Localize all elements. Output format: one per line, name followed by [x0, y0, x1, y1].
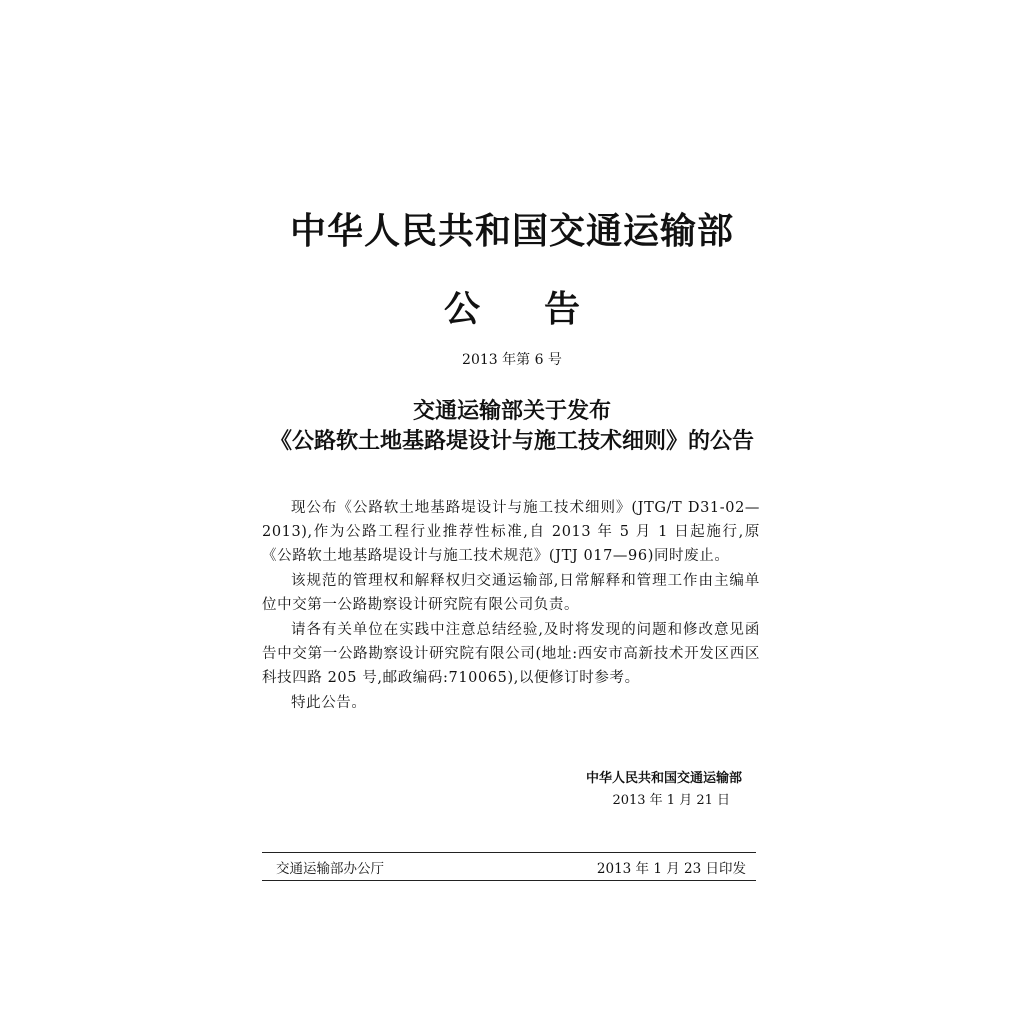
signature-block [540, 768, 760, 812]
signature-date: 2013 年 1 月 21 日 [612, 793, 730, 808]
footer-print-date: 2013 年 1 月 23 日印发 [596, 861, 746, 877]
notice-title-char-2: 告 [544, 288, 581, 330]
issue-number: 2013 年第 6 号 [462, 352, 562, 368]
print-footer [262, 852, 756, 881]
ministry-title: 中华人民共和国交通运输部 [289, 210, 734, 252]
notice-title-char-1: 公 [443, 288, 480, 330]
body-paragraph-3: 请各有关单位在实践中注意总结经验,及时将发现的问题和修改意见函告中交第一公路勘察设计研究院有限公司(地址:西安市高新技术开发区西区科技四路 205 号,邮政编码:710065),以便修订时参考。 [262, 622, 760, 686]
body-paragraph-2: 该规范的管理权和解释权归交通运输部,日常解释和管理工作由主编单位中交第一公路勘察设计研究院有限公司负责。 [262, 573, 760, 613]
signature-organization: 中华人民共和国交通运输部 [585, 771, 742, 786]
body-paragraph-1: 现公布《公路软土地基路堤设计与施工技术细则》(JTG/T D31-02—2013),作为公路工程行业推荐性标准,自 2013 年 5 月 1 日起施行,原《公路软土地基路堤设计与施工技术规范》(JTJ 017—96)同时废止。 [262, 500, 760, 564]
subject-line-2: 《公路软土地基路堤设计与施工技术细则》的公告 [269, 428, 754, 454]
notice-title [0, 284, 1024, 334]
body-paragraph-4: 特此公告。 [291, 695, 367, 711]
footer-office: 交通运输部办公厅 [276, 861, 384, 877]
notice-body [262, 496, 760, 716]
subject-line-1: 交通运输部关于发布 [412, 398, 611, 424]
subject-heading [0, 396, 1024, 456]
